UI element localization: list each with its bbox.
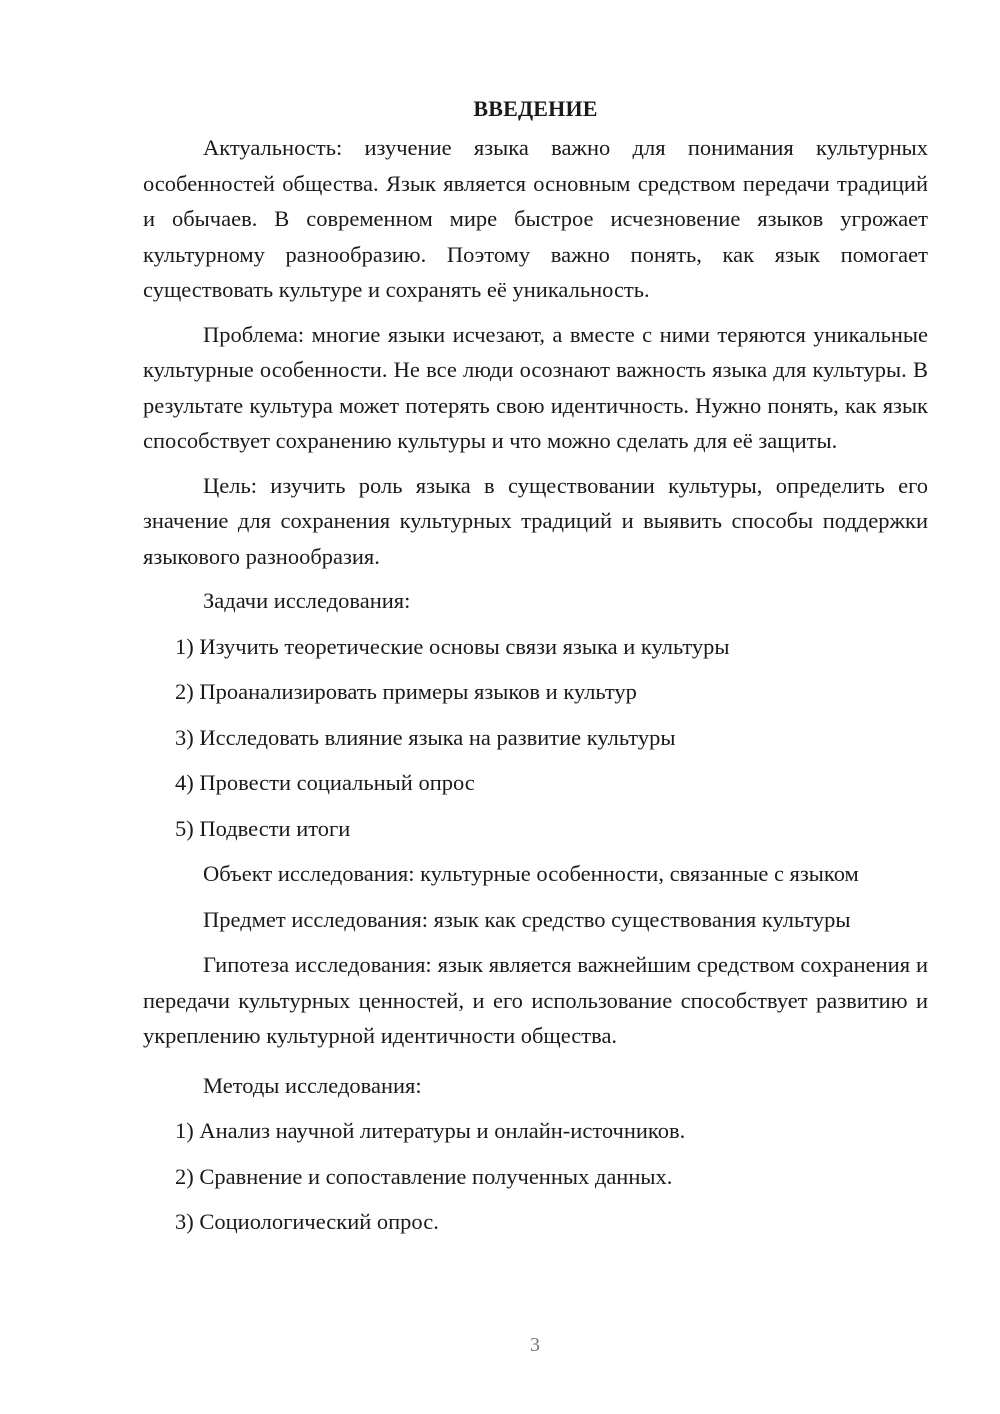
problem-paragraph: Проблема: многие языки исчезают, а вместе с ними теряются уникальные культурные особенности. Не все люди осознают важность языка для культуры. В результате культура может потерять свою идентичность. Нужно понять, как язык способствует сохранению культуры и что можно сделать для её защиты. <box>143 321 928 453</box>
methods-heading: Методы исследования: <box>203 1072 422 1098</box>
list-item: 2) Проанализировать примеры языков и культур <box>175 679 637 704</box>
page-number: 3 <box>530 1334 540 1356</box>
list-item: 4) Провести социальный опрос <box>175 770 475 795</box>
document-body <box>143 92 928 1250</box>
page-title: ВВЕДЕНИЕ <box>473 96 598 121</box>
hypothesis-paragraph: Гипотеза исследования: язык является важнейшим средством сохранения и передачи культурных ценностей, и его использование способствует развитию и укреплению культурной идентичности общества. <box>143 952 928 1048</box>
tasks-list <box>143 629 928 847</box>
research-subject: Предмет исследования: язык как средство существования культуры <box>203 906 851 932</box>
list-item: 2) Сравнение и сопоставление полученных данных. <box>175 1163 673 1189</box>
list-item: 5) Подвести итоги <box>175 815 351 841</box>
goal-paragraph: Цель: изучить роль языка в существовании культуры, определить его значение для сохранения культурных традиций и выявить способы поддержки языкового разнообразия. <box>143 472 928 569</box>
list-item: 1) Анализ научной литературы и онлайн-источников. <box>175 1118 686 1143</box>
relevance-paragraph: Актуальность: изучение языка важно для понимания культурных особенностей общества. Язык является основным средством передачи традиций и обычаев. В современном мире быстрое исчезновение языков угрожает культурному разнообразию. Поэтому важно понять, как язык помогает существовать культуре и сохранять её уникальность. <box>143 135 928 302</box>
methods-list <box>143 1113 928 1240</box>
tasks-heading: Задачи исследования: <box>203 588 411 613</box>
research-object: Объект исследования: культурные особенности, связанные с языком <box>203 861 859 886</box>
list-item: 1) Изучить теоретические основы связи языка и культуры <box>175 633 730 659</box>
list-item: 3) Исследовать влияние языка на развитие культуры <box>175 724 676 750</box>
list-item: 3) Социологический опрос. <box>175 1209 439 1234</box>
